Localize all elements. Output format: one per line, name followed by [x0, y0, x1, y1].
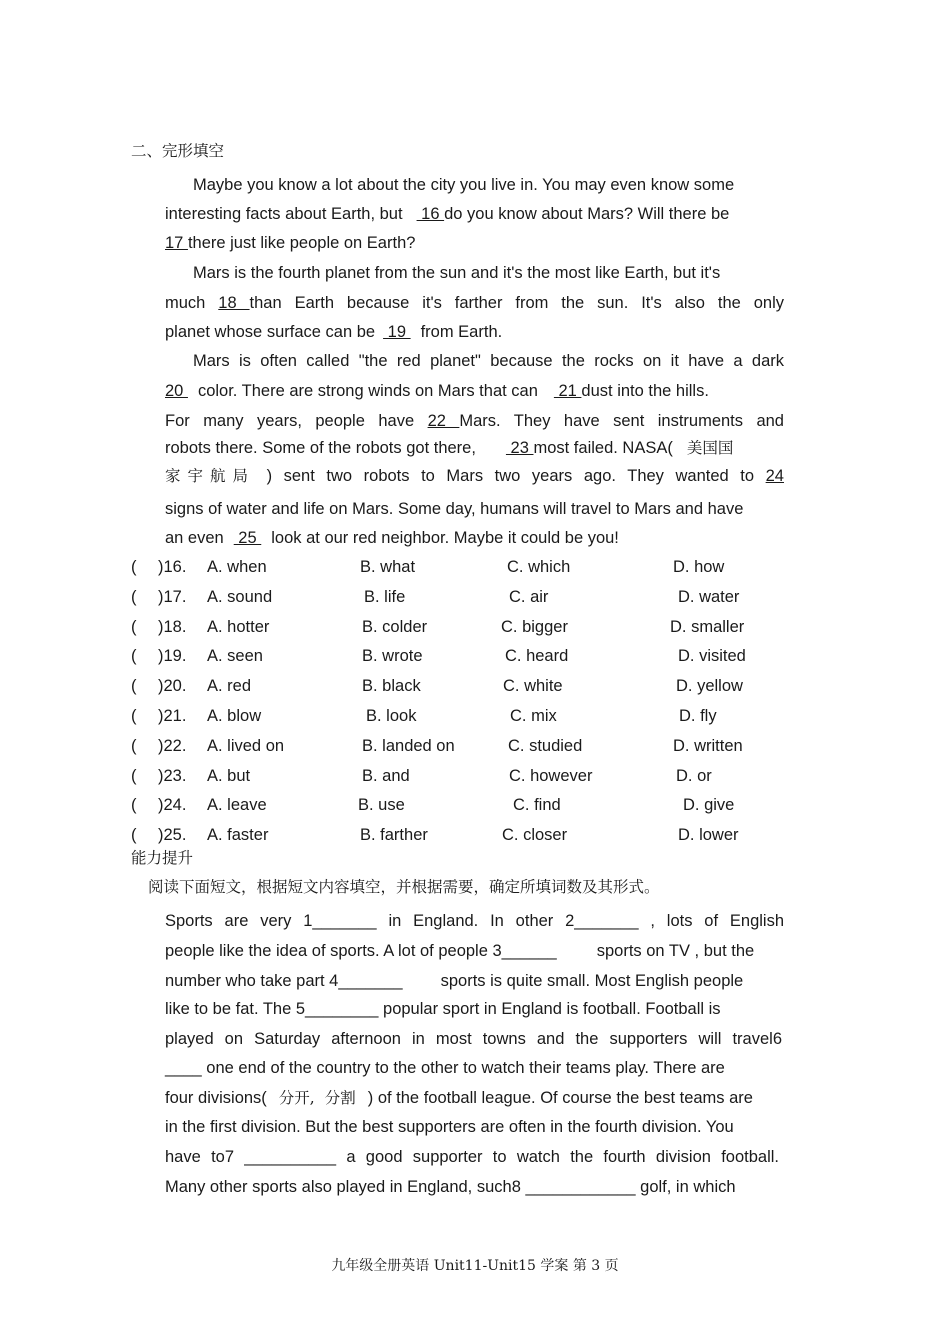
passage-line: Mars is often called "the red planet" because the rocks on it have a dark [193, 352, 784, 370]
blank-25: 25 [233, 529, 262, 547]
answer-bracket: ( [131, 767, 137, 785]
answer-bracket: ( [131, 618, 137, 636]
option-d: D. lower [678, 826, 739, 844]
blank-18: 18 [218, 294, 250, 312]
option-a: A. hotter [207, 618, 270, 636]
passage-text: four divisions( [165, 1089, 267, 1107]
option-d: D. written [673, 737, 743, 755]
passage-line [165, 438, 733, 458]
option-c: C. which [507, 558, 571, 576]
passage-line: signs of water and life on Mars. Some day, humans will travel to Mars and have [165, 500, 744, 518]
option-d: D. give [683, 796, 735, 814]
option-d: D. visited [678, 647, 746, 665]
question-number: )23. [158, 767, 187, 785]
passage-line [165, 293, 784, 313]
option-c: C. heard [505, 647, 569, 665]
passage-text: planet whose surface can be [165, 323, 376, 341]
passage-text: color. There are strong winds on Mars that can [197, 382, 538, 400]
option-c: C. however [509, 767, 593, 785]
blank-22: 22 [427, 412, 460, 430]
passage-line: have to7 __________ a good supporter to watch the fourth division football. [165, 1148, 779, 1166]
question-number: )17. [158, 588, 187, 606]
passage-line [165, 233, 415, 253]
question-number: )19. [158, 647, 187, 665]
passage-text: ) of the football league. Of course the best teams are [367, 1089, 753, 1107]
option-a: A. faster [207, 826, 269, 844]
answer-bracket: ( [131, 588, 137, 606]
option-c: C. bigger [501, 618, 568, 636]
passage-text: 分开, [278, 1089, 315, 1107]
passage-line [165, 322, 502, 342]
passage-text: than Earth because it's farther from the sun. It's also the only [249, 294, 784, 312]
option-d: D. or [676, 767, 712, 785]
passage-line: Maybe you know a lot about the city you live in. You may even know some [193, 176, 735, 194]
option-b: B. wrote [362, 647, 423, 665]
option-c: C. closer [502, 826, 568, 844]
passage-line: ____ one end of the country to the other to watch their teams play. There are [165, 1059, 725, 1077]
passage-text: dust into the hills. [581, 382, 709, 400]
question-number: )18. [158, 618, 187, 636]
option-b: B. landed on [362, 737, 455, 755]
option-d: D. how [673, 558, 725, 576]
blank-17: 17 [165, 234, 188, 252]
question-number: )20. [158, 677, 187, 695]
answer-bracket: ( [131, 796, 137, 814]
passage-line: like to be fat. The 5________ popular sport in England is football. Football is [165, 1000, 721, 1018]
passage-line [165, 466, 784, 486]
question-number: )24. [158, 796, 187, 814]
question-number: )25. [158, 826, 187, 844]
question-number: )21. [158, 707, 187, 725]
passage-line [165, 971, 743, 991]
passage-text: do you know about Mars? Will there be [444, 205, 730, 223]
passage-text: sports is quite small. Most English people [440, 972, 744, 990]
passage-text: there just like people on Earth? [187, 234, 416, 252]
answer-bracket: ( [131, 558, 137, 576]
blank-20: 20 [165, 382, 188, 400]
passage-line [165, 941, 754, 961]
section-ability-heading: 能力提升 [131, 849, 194, 867]
option-d: D. smaller [670, 618, 745, 636]
answer-bracket: ( [131, 677, 137, 695]
blank-24: 24 [765, 467, 784, 485]
passage-text: sports on TV , but the [596, 942, 755, 960]
passage-line: played on Saturday afternoon in most towns and the supporters will travel6 [165, 1030, 782, 1048]
option-a: A. but [207, 767, 251, 785]
option-b: B. colder [362, 618, 428, 636]
passage-line: in the first division. But the best supporters are often in the fourth division. You [165, 1118, 734, 1136]
passage-text: most failed. NASA( [533, 439, 673, 457]
option-b: B. what [360, 558, 416, 576]
passage-line: Many other sports also played in England, such8 ____________ golf, in which [165, 1178, 736, 1196]
passage-text: look at our red neighbor. Maybe it could be you! [271, 529, 619, 547]
blank-19: 19 [383, 323, 411, 341]
passage-line: Mars is the fourth planet from the sun and it's the most like Earth, but it's [193, 264, 721, 282]
option-b: B. black [362, 677, 421, 695]
passage-text: ) sent two robots to Mars two years ago. They wanted to [266, 467, 755, 485]
passage-line [165, 411, 784, 431]
section-cloze-heading: 二、完形填空 [131, 142, 225, 160]
passage-text: Mars. They have sent instruments and [459, 412, 784, 430]
option-a: A. leave [207, 796, 267, 814]
passage-text: 美国国 [686, 439, 734, 457]
passage-text: For many years, people have [165, 412, 415, 430]
answer-bracket: ( [131, 707, 137, 725]
passage-line: Sports are very 1_______ in England. In other 2_______ , lots of English [165, 912, 784, 930]
option-b: B. farther [360, 826, 428, 844]
passage-text: 分割 [324, 1089, 356, 1107]
option-c: C. studied [508, 737, 583, 755]
ability-instruction: 阅读下面短文，根据短文内容填空，并根据需要，确定所填词数及其形式。 [148, 878, 660, 896]
blank-23: 23 [505, 439, 534, 457]
option-b: B. look [366, 707, 417, 725]
question-number: )22. [158, 737, 187, 755]
option-d: D. water [678, 588, 740, 606]
passage-text: number who take part 4_______ [165, 972, 403, 990]
passage-text: from Earth. [420, 323, 503, 341]
option-a: A. blow [207, 707, 262, 725]
option-a: A. lived on [207, 737, 285, 755]
option-b: B. and [362, 767, 410, 785]
passage-line [165, 1088, 753, 1108]
answer-bracket: ( [131, 826, 137, 844]
passage-text: much [165, 294, 206, 312]
page-footer: 九年级全册英语 Unit11-Unit15 学案 第 3 页 [331, 1258, 619, 1274]
option-d: D. fly [679, 707, 717, 725]
option-c: C. find [513, 796, 561, 814]
passage-text: interesting facts about Earth, but [165, 205, 403, 223]
passage-text: robots there. Some of the robots got there, [165, 439, 476, 457]
option-a: A. red [207, 677, 252, 695]
passage-line [165, 204, 729, 224]
option-c: C. white [503, 677, 563, 695]
blank-16: 16 [416, 205, 445, 223]
option-d: D. yellow [676, 677, 743, 695]
passage-line [165, 528, 619, 548]
passage-text: people like the idea of sports. A lot of people 3______ [165, 942, 557, 960]
option-a: A. seen [207, 647, 263, 665]
passage-text: 家宇航局 [165, 467, 255, 485]
question-number: )16. [158, 558, 187, 576]
passage-text: an even [165, 529, 224, 547]
option-b: B. life [364, 588, 406, 606]
option-c: C. air [509, 588, 549, 606]
option-a: A. when [207, 558, 267, 576]
answer-bracket: ( [131, 647, 137, 665]
answer-bracket: ( [131, 737, 137, 755]
option-c: C. mix [510, 707, 557, 725]
option-a: A. sound [207, 588, 273, 606]
option-b: B. use [358, 796, 405, 814]
passage-line [165, 381, 709, 401]
blank-21: 21 [553, 382, 582, 400]
